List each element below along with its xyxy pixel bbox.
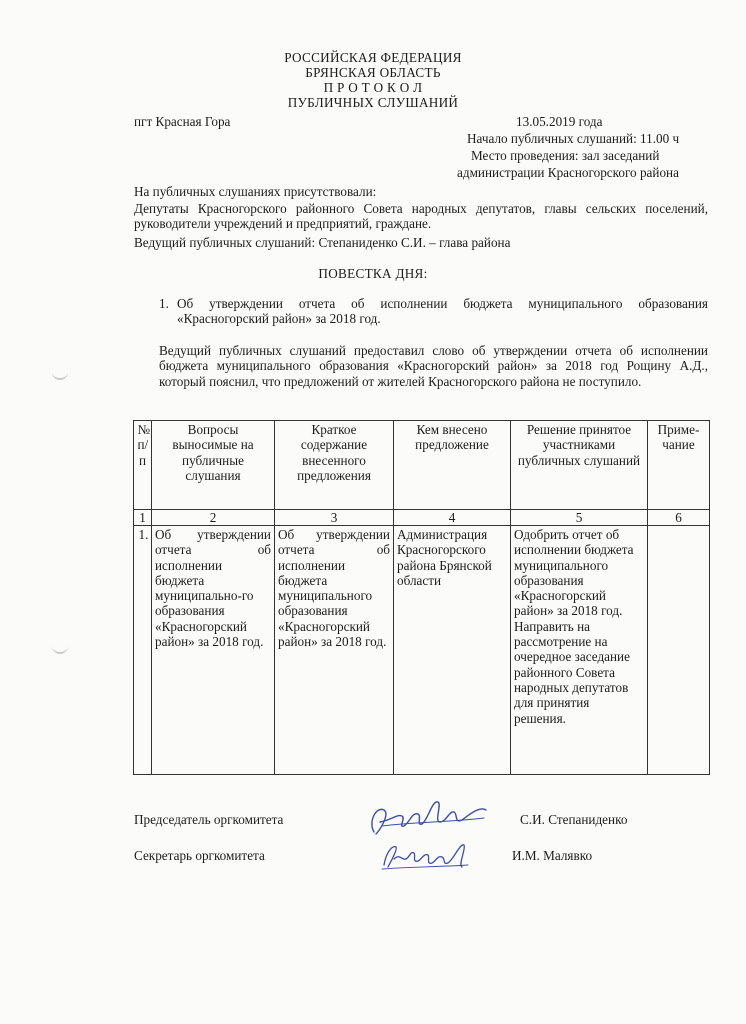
attendance-intro: На публичных слушаниях присутствовали: <box>134 184 377 199</box>
header-document-type: П Р О Т О К О Л <box>323 80 423 95</box>
punch-hole-mark <box>52 640 68 654</box>
column-number: 6 <box>648 510 710 526</box>
column-number: 3 <box>275 510 394 526</box>
meeting-date: 13.05.2019 года <box>516 114 603 129</box>
header-region: БРЯНСКАЯ ОБЛАСТЬ <box>305 65 441 80</box>
attendees-list: Депутаты Красногорского районного Совета народных депутатов, главы сельских поселений, руководители учреждений и предприятий, граждане. <box>134 201 708 232</box>
chairman-title: Председатель оргкомитета <box>134 812 284 827</box>
secretary-signature <box>376 835 476 875</box>
agenda-title: ПОВЕСТКА ДНЯ: <box>318 266 428 281</box>
punch-hole-mark <box>52 366 68 380</box>
row-number: 1. <box>138 527 149 542</box>
start-time: Начало публичных слушаний: 11.00 ч <box>467 131 680 146</box>
secretary-title: Секретарь оргкомитета <box>134 848 265 863</box>
header-num-cell <box>134 421 152 510</box>
hearings-table <box>133 420 710 775</box>
column-number: 5 <box>511 510 648 526</box>
header-country: РОССИЙСКАЯ ФЕДЕРАЦИЯ <box>284 50 462 65</box>
table-number-row <box>134 510 710 526</box>
header-decision: Решение принятое участниками публичных слушаний <box>511 421 648 510</box>
table-row <box>134 526 710 775</box>
row-author: Администрация Красногорского района Брянской области <box>394 526 511 775</box>
header-num: № п/п <box>137 422 151 468</box>
header-note: Приме-чание <box>648 421 710 510</box>
discussion-paragraph: Ведущий публичных слушаний предоставил слово об утверждении отчета об исполнении бюджета муниципального образования «Красногорский район» за 2018 год Рощину А.Д., который пояснил, что предложений от жителей Красногорского района не поступило. <box>159 343 708 389</box>
secretary-name: И.М. Малявко <box>512 848 593 863</box>
row-question: Об утверждении отчета об исполнении бюджета муниципально-го образования «Красногорский район» за 2018 год. <box>152 526 275 775</box>
host-line: Ведущий публичных слушаний: Степаниденко С.И. – глава района <box>134 235 511 250</box>
row-number-cell <box>134 526 152 775</box>
chairman-signature <box>362 792 492 840</box>
venue-line-1: Место проведения: зал заседаний <box>471 148 660 163</box>
venue-line-2: администрации Красногорского района <box>457 165 679 180</box>
column-number: 4 <box>394 510 511 526</box>
column-number: 1 <box>134 510 152 526</box>
table-header-row <box>134 421 710 510</box>
agenda-item-text: Об утверждении отчета об исполнении бюджета муниципального образования «Красногорский район» за 2018 год. <box>177 296 708 327</box>
meeting-place: пгт Красная Гора <box>134 114 231 129</box>
header-questions: Вопросы выносимые на публичные слушания <box>152 421 275 510</box>
row-decision: Одобрить отчет об исполнении бюджета муниципального образования «Красногорский район» за 2018 год. Направить на рассмотрение на очередное заседание районного Совета народных депутатов для принятия решения. <box>511 526 648 775</box>
column-number: 2 <box>152 510 275 526</box>
header-author: Кем внесено предложение <box>394 421 511 510</box>
row-note <box>648 526 710 775</box>
header-summary: Краткое содержание внесенного предложения <box>275 421 394 510</box>
row-summary: Об утверждении отчета об исполнении бюджета муниципального образования «Красногорский район» за 2018 год. <box>275 526 394 775</box>
header-title: ПУБЛИЧНЫХ СЛУШАНИЙ <box>287 95 459 110</box>
chairman-name: С.И. Степаниденко <box>520 812 628 827</box>
agenda-item-number: 1. <box>159 296 169 311</box>
